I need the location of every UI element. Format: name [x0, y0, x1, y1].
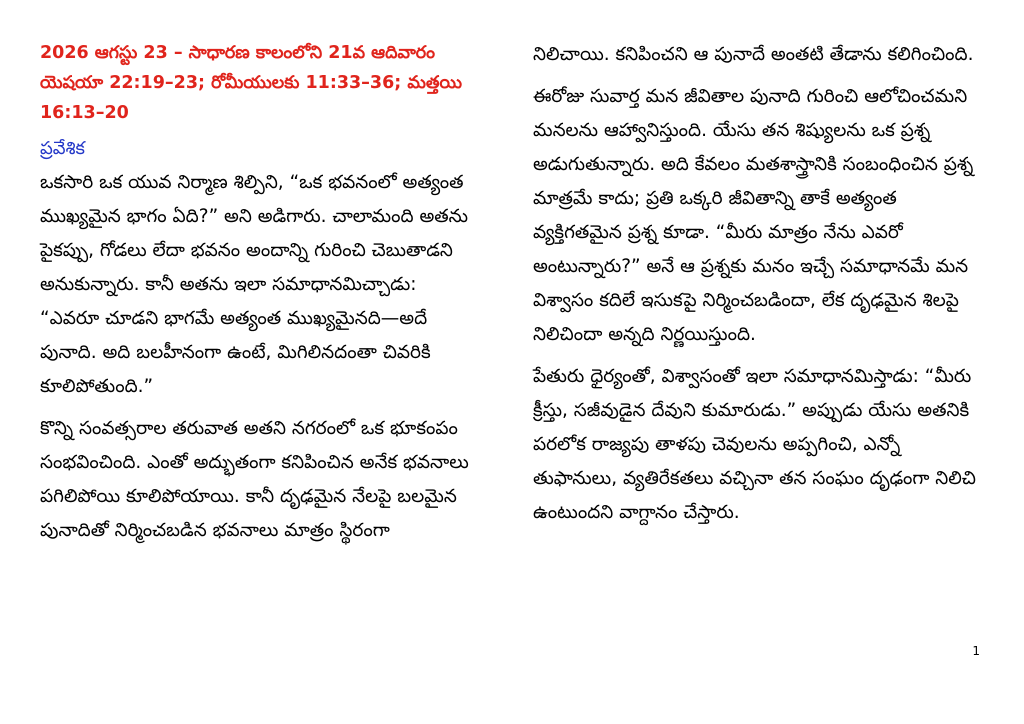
paragraph: ఈరోజు సువార్త మన జీవితాల పునాది గురించి ఆలోచించమని మనలను ఆహ్వానిస్తుంది. యేసు తన శిష్యులను ఒక ప్రశ్న అడుగుతున్నారు. అది కేవలం మతశాస్త్రానికి సంబంధించిన ప్రశ్న మాత్రమే కాదు; ప్రతి ఒక్కరి జీవితాన్ని తాకే అత్యంత వ్యక్తిగతమైన ప్రశ్న కూడా. “మీరు మాత్రం నేను ఎవరో అంటున్నారు?” అనే ఆ ప్రశ్నకు మనం ఇచ్చే సమాధానమే మన విశ్వాసం కదిలే ఇసుకపై నిర్మించబడిందా, లేక దృఢమైన శిలపై నిలిచిందా అన్నది నిర్ణయిస్తుంది. — [533, 86, 974, 345]
readings-heading: యెషయా 22:19–23; రోమీయులకు 11:33–36; మత్తయి 16:13–20 — [40, 73, 463, 123]
section-title: ప్రవేశిక — [40, 138, 85, 159]
page-number: 1 — [972, 644, 980, 658]
left-column — [40, 38, 480, 556]
paragraph: కొన్ని సంవత్సరాల తరువాత అతని నగరంలో ఒక భూకంపం సంభవించింది. ఎంతో అద్భుతంగా కనిపించిన అనేక భవనాలు పగిలిపోయి కూలిపోయాయి. కానీ దృఢమైన నేలపై బలమైన పునాదితో నిర్మించబడిన భవనాలు మాత్రం స్థిరంగా — [40, 418, 469, 541]
paragraph: ఒకసారి ఒక యువ నిర్మాణ శిల్పిని, “ఒక భవనంలో అత్యంత ముఖ్యమైన భాగం ఏది?” అని అడిగారు. చాలామంది అతను పైకప్పు, గోడలు లేదా భవనం అందాన్ని గురించి చెబుతాడని అనుకున్నారు. కానీ అతను ఇలా సమాధానమిచ్చాడు: “ఎవరూ చూడని భాగమే అత్యంత ముఖ్యమైనది—అదే పునాది. అది బలహీనంగా ఉంటే, మిగిలినదంతా చివరికి కూలిపోతుంది.” — [40, 172, 469, 397]
paragraph: నిలిచాయి. కనిపించని ఆ పునాదే అంతటి తేడాను కలిగించింది. — [533, 44, 974, 65]
paragraph: పేతురు ధైర్యంతో, విశ్వాసంతో ఇలా సమాధానమిస్తాడు: “మీరు క్రీస్తు, సజీవుడైన దేవుని కుమారుడు.” అప్పుడు యేసు అతనికి పరలోక రాజ్యపు తాళపు చెవులను అప్పగించి, ఎన్నో తుఫానులు, వ్యతిరేకతలు వచ్చినా తన సంఘం దృఢంగా నిలిచి ఉంటుందని వాగ్దానం చేస్తారు. — [533, 366, 976, 523]
date-heading: 2026 ఆగస్టు 23 – సాధారణ కాలంలోని 21వ ఆదివారం — [40, 43, 436, 63]
right-column — [533, 38, 983, 538]
